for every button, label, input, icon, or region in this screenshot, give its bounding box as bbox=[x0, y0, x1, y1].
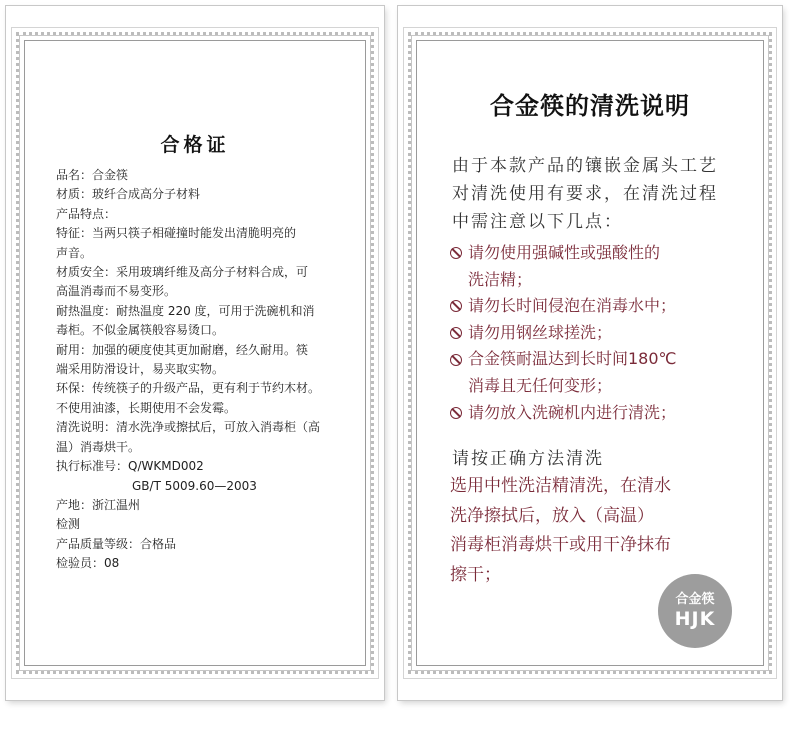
method-line: 消毒柜消毒烘干或用干净抹布 bbox=[450, 535, 671, 556]
spec-line: 不使用油漆，长期使用不会发霉。 bbox=[56, 400, 237, 415]
spec-line: 毒柜。不似金属筷般容易烫口。 bbox=[56, 323, 225, 338]
spec-line: 材质：玻纤合成高分子材料 bbox=[56, 187, 201, 202]
method-steps bbox=[450, 472, 766, 590]
intro-line: 对清洗使用有要求，在清洗过程 bbox=[452, 184, 718, 204]
ban-icon bbox=[450, 354, 462, 366]
warning-text: 请勿长时间侵泡在消毒水中； bbox=[468, 296, 677, 316]
certificate-title: 合格证 bbox=[160, 134, 230, 156]
warning-text: 请勿使用强碱性或强酸性的 bbox=[468, 243, 661, 262]
warning-item bbox=[450, 400, 766, 427]
spec-line: 执行标准号：Q/WKMD002 bbox=[56, 459, 204, 474]
logo-text: 合金筷 bbox=[675, 592, 715, 607]
spec-line: 端采用防滑设计，易夹取实物。 bbox=[56, 362, 225, 377]
warning-list bbox=[450, 240, 766, 426]
spec-line: 产地：浙江温州 bbox=[56, 497, 141, 512]
method-line: 选用中性洗洁精清洗，在清水 bbox=[450, 476, 671, 496]
certificate-details bbox=[56, 166, 356, 574]
ban-icon bbox=[450, 247, 462, 259]
ban-icon bbox=[450, 300, 462, 312]
warning-item bbox=[450, 346, 766, 373]
warning-text: 洗洁精； bbox=[468, 269, 533, 289]
warning-text: 合金筷耐温达到长时间180℃ bbox=[468, 349, 677, 369]
warning-item bbox=[450, 240, 766, 267]
spec-line: 材质安全：采用玻璃纤维及高分子材料合成，可 bbox=[56, 265, 309, 280]
spec-line: 清洗说明：清水洗净或擦拭后，可放入消毒柜（高 bbox=[56, 420, 321, 435]
ban-icon bbox=[450, 327, 462, 339]
spec-line: 产品特点： bbox=[56, 206, 117, 221]
warning-text: 请勿放入洗碗机内进行清洗； bbox=[468, 402, 677, 422]
method-title: 请按正确方法清洗 bbox=[452, 449, 604, 469]
warning-text: 消毒且无任何变形； bbox=[468, 375, 613, 395]
logo-mark: HJK bbox=[674, 608, 716, 630]
warning-item-continued bbox=[450, 373, 766, 400]
cleaning-intro bbox=[452, 152, 762, 236]
spec-line: 耐用：加强的硬度使其更加耐磨，经久耐用。筷 bbox=[56, 342, 309, 357]
spec-line: GB/T 5009.60—2003 bbox=[132, 478, 257, 493]
spec-line: 耐热温度：耐热温度 220 度，可用于洗碗机和消 bbox=[56, 303, 315, 318]
certificate-card bbox=[6, 6, 384, 700]
intro-line: 中需注意以下几点： bbox=[452, 212, 623, 232]
spec-line: 温）消毒烘干。 bbox=[56, 439, 141, 454]
method-line: 擦干； bbox=[450, 564, 501, 585]
intro-line: 由于本款产品的镶嵌金属头工艺 bbox=[452, 156, 718, 176]
warning-item bbox=[450, 320, 766, 347]
cleaning-title: 合金筷的清洗说明 bbox=[490, 92, 690, 120]
spec-line: 检测 bbox=[56, 517, 81, 532]
spec-line: 检验员：08 bbox=[56, 556, 120, 571]
spec-line: 声音。 bbox=[56, 245, 93, 260]
warning-text: 请勿用钢丝球搓洗； bbox=[468, 322, 613, 342]
spec-line: 产品质量等级：合格品 bbox=[56, 536, 177, 551]
spec-line: 环保：传统筷子的升级产品，更有利于节约木材。 bbox=[56, 381, 321, 396]
warning-item-continued bbox=[450, 267, 766, 294]
method-line: 洗净擦拭后，放入（高温） bbox=[450, 505, 654, 526]
spec-line: 特征：当两只筷子相碰撞时能发出清脆明亮的 bbox=[56, 226, 297, 241]
spec-line: 品名：合金筷 bbox=[56, 168, 129, 182]
brand-logo bbox=[658, 574, 732, 648]
ban-icon bbox=[450, 407, 462, 419]
warning-item bbox=[450, 293, 766, 320]
spec-line: 高温消毒而不易变形。 bbox=[56, 284, 177, 299]
